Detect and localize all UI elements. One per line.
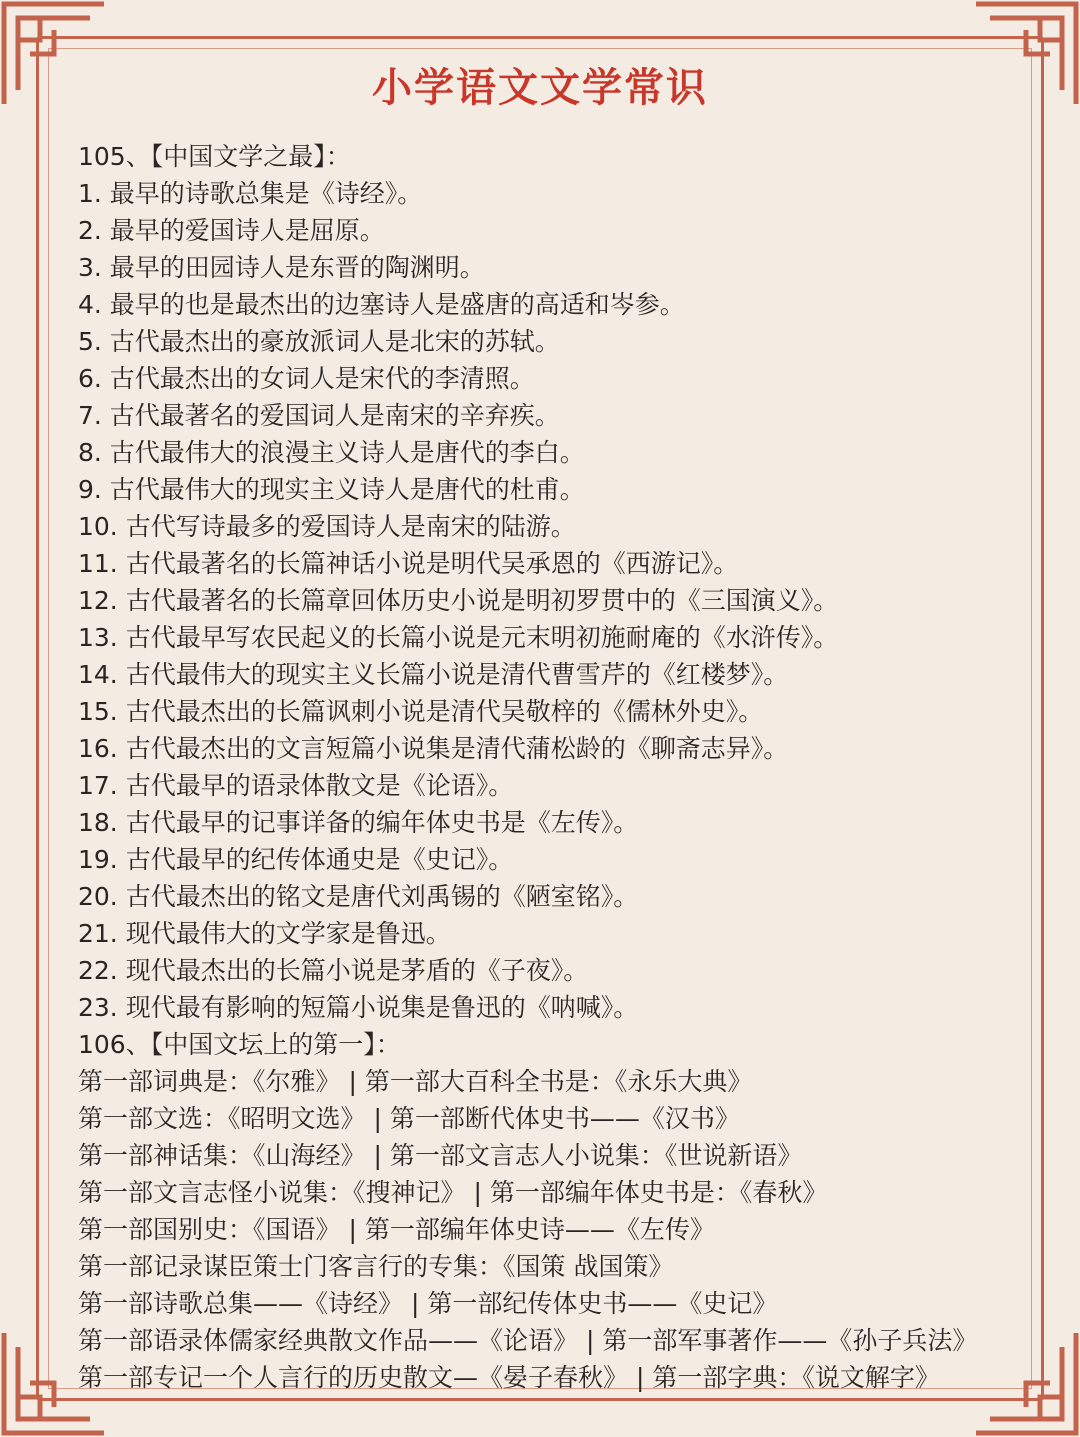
list-item: 第一部文言志怪小说集：《搜神记》 | 第一部编年体史书是：《春秋》 [78, 1178, 828, 1207]
list-item: 第一部诗歌总集——《诗经》 | 第一部纪传体史书——《史记》 [78, 1289, 778, 1318]
section-heading: 106、【中国文坛上的第一】： [78, 1030, 401, 1059]
list-item: 3. 最早的田园诗人是东晋的陶渊明。 [78, 253, 485, 282]
list-item: 9. 古代最伟大的现实主义诗人是唐代的杜甫。 [78, 475, 585, 504]
list-item: 15. 古代最杰出的长篇讽刺小说是清代吴敬梓的《儒林外史》。 [78, 697, 764, 726]
list-item: 18. 古代最早的记事详备的编年体史书是《左传》。 [78, 808, 639, 837]
list-item: 第一部专记一个人言行的历史散文—《晏子春秋》 | 第一部字典：《说文解字》 [78, 1363, 940, 1392]
list-item: 21. 现代最伟大的文学家是鲁迅。 [78, 919, 451, 948]
list-item: 10. 古代写诗最多的爱国诗人是南宋的陆游。 [78, 512, 576, 541]
list-item: 2. 最早的爱国诗人是屈原。 [78, 216, 385, 245]
section-heading: 105、【中国文学之最】： [78, 142, 351, 171]
list-item: 5. 古代最杰出的豪放派词人是北宋的苏轼。 [78, 327, 560, 356]
list-item: 第一部神话集：《山海经》 | 第一部文言志人小说集：《世说新语》 [78, 1141, 803, 1170]
list-item: 22. 现代最杰出的长篇小说是茅盾的《子夜》。 [78, 956, 589, 985]
list-item: 12. 古代最著名的长篇章回体历史小说是明初罗贯中的《三国演义》。 [78, 586, 839, 615]
list-item: 第一部文选：《昭明文选》 | 第一部断代体史书——《汉书》 [78, 1104, 740, 1133]
list-item: 11. 古代最著名的长篇神话小说是明代吴承恩的《西游记》。 [78, 549, 739, 578]
list-item: 20. 古代最杰出的铭文是唐代刘禹锡的《陋室铭》。 [78, 882, 639, 911]
list-item: 第一部词典是：《尔雅》 | 第一部大百科全书是：《永乐大典》 [78, 1067, 753, 1096]
list-item: 7. 古代最著名的爱国词人是南宋的辛弃疾。 [78, 401, 560, 430]
list-item: 6. 古代最杰出的女词人是宋代的李清照。 [78, 364, 535, 393]
list-item: 13. 古代最早写农民起义的长篇小说是元末明初施耐庵的《水浒传》。 [78, 623, 839, 652]
list-item: 4. 最早的也是最杰出的边塞诗人是盛唐的高适和岑参。 [78, 290, 685, 319]
list-item: 第一部国别史：《国语》 | 第一部编年体史诗——《左传》 [78, 1215, 715, 1244]
list-item: 16. 古代最杰出的文言短篇小说集是清代蒲松龄的《聊斋志异》。 [78, 734, 789, 763]
list-item: 19. 古代最早的纪传体通史是《史记》。 [78, 845, 514, 874]
document-body [78, 138, 1038, 1396]
list-item: 1. 最早的诗歌总集是《诗经》。 [78, 179, 423, 208]
list-item: 17. 古代最早的语录体散文是《论语》。 [78, 771, 514, 800]
list-item: 第一部记录谋臣策士门客言行的专集：《国策 战国策》 [78, 1252, 674, 1281]
page-title: 小学语文文学常识 [372, 64, 708, 111]
list-item: 14. 古代最伟大的现实主义长篇小说是清代曹雪芹的《红楼梦》。 [78, 660, 789, 689]
list-item: 23. 现代最有影响的短篇小说集是鲁迅的《呐喊》。 [78, 993, 639, 1022]
list-item: 第一部语录体儒家经典散文作品——《论语》 | 第一部军事著作——《孙子兵法》 [78, 1326, 978, 1355]
list-item: 8. 古代最伟大的浪漫主义诗人是唐代的李白。 [78, 438, 585, 467]
